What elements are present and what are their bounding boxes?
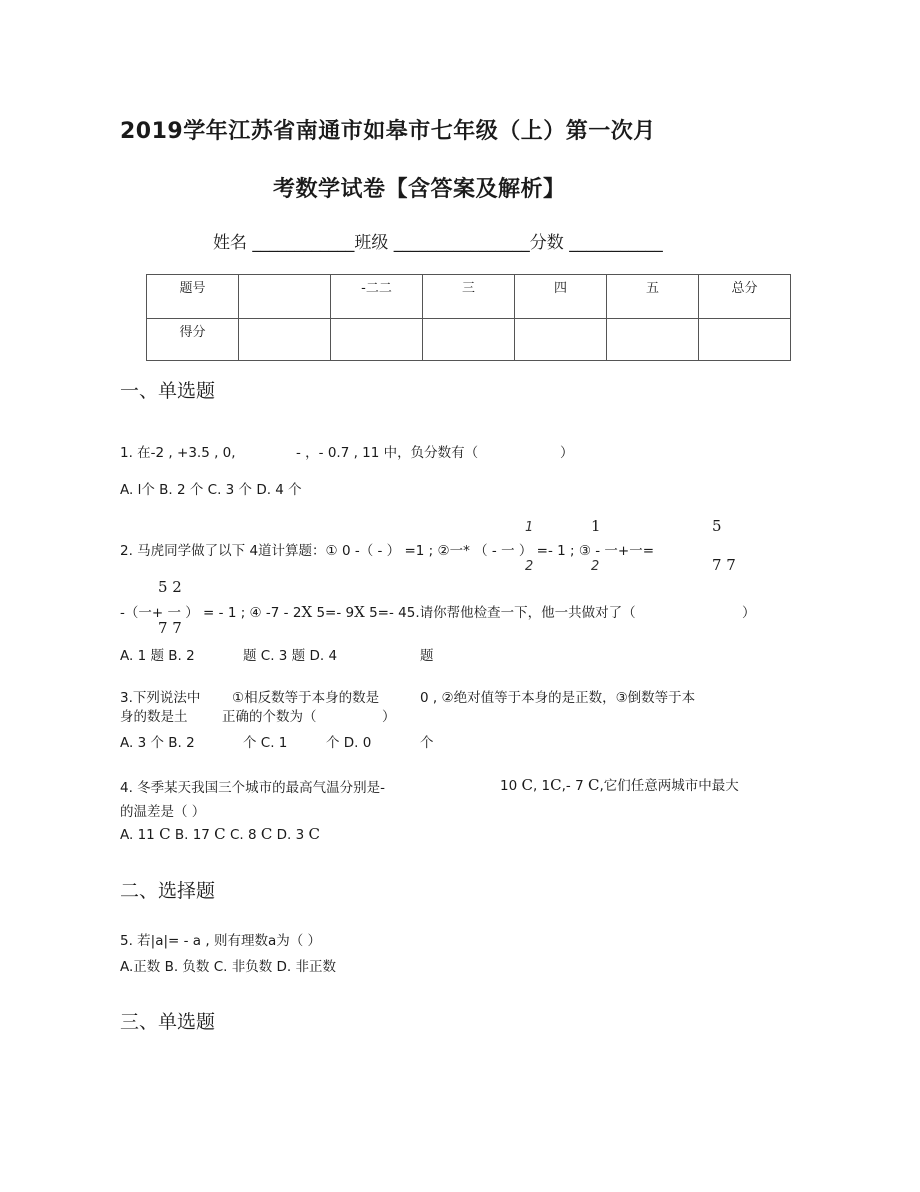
score-cell — [331, 319, 423, 361]
score-table — [146, 274, 791, 361]
q2-numerator-4: 5 2 — [158, 578, 182, 596]
score-cell: 总分 — [699, 275, 791, 319]
q2-times-1: X — [301, 603, 313, 621]
q2-options-b: 题 C. 3 题 D. 4 — [243, 648, 338, 664]
q2-text-close: ） — [742, 605, 756, 621]
q2-denominator-2: 2 — [591, 559, 600, 574]
q4-option-b-unit: C — [214, 825, 226, 843]
q4-celsius-3: C — [587, 776, 600, 794]
q2-text-line2 — [120, 601, 636, 621]
score-cell — [607, 319, 699, 361]
q2-text-line1: 2. 马虎同学做了以下 4道计算题：① 0 -（ - ） =1 ; ②一* （ - 一 ） =- 1 ; ③ - 一+一= — [120, 543, 655, 559]
q2-text-part4: 5=- 45.请你帮他检查一下，他一共做对了（ — [369, 605, 636, 621]
q4-line2: 的温差是（ ） — [120, 804, 206, 820]
q2-denominator-3: 7 7 — [712, 556, 736, 574]
q3-line2-c: ） — [382, 709, 396, 725]
q1-text-a: 1. 在-2 , +3.5 , 0, — [120, 445, 236, 461]
section-heading-3: 三、单选题 — [120, 1011, 216, 1033]
score-cell: -二二 — [331, 275, 423, 319]
q2-text-part2: -（一+ 一 ） = - 1 ; ④ -7 - 2 — [120, 605, 302, 621]
score-cell: 得分 — [147, 319, 239, 361]
student-info-line: 姓名 ____________班级 ________________分数 ___________ — [213, 233, 663, 253]
q4-line1-tail: ,它们任意两城市中最大 — [599, 778, 739, 794]
score-cell: 题号 — [147, 275, 239, 319]
score-cell — [239, 319, 331, 361]
q4-celsius-2: C — [550, 776, 562, 794]
doc-title-line1: 2019学年江苏省南通市如皋市七年级（上）第一次月 — [120, 119, 656, 144]
q2-times-2: X — [354, 603, 365, 621]
q4-options — [120, 825, 320, 843]
q5-options: A.正数 B. 负数 C. 非负数 D. 非正数 — [120, 959, 336, 975]
q4-option-d-unit: C — [308, 825, 320, 843]
q2-text-part3: 5=- 9 — [316, 605, 355, 621]
q3-options-d: 个 — [420, 735, 434, 751]
section-heading-2: 二、选择题 — [120, 880, 216, 902]
q2-denominator-1: 2 — [525, 559, 534, 574]
score-cell: 三 — [423, 275, 515, 319]
q4-option-a-unit: C — [159, 825, 171, 843]
q1-text-b: - ，- 0.7 , 11 中，负分数有（ — [296, 445, 479, 461]
doc-title-line2: 考数学试卷【含答案及解析】 — [273, 177, 566, 202]
score-cell: 四 — [515, 275, 607, 319]
score-table-header-row — [147, 275, 791, 319]
q2-options-a: A. 1 题 B. 2 — [120, 648, 195, 664]
section-heading-1: 一、单选题 — [120, 380, 216, 402]
score-cell — [699, 319, 791, 361]
q4-temp-1: 10 — [500, 778, 518, 794]
q4-line1-a: 4. 冬季某天我国三个城市的最高气温分别是- — [120, 780, 386, 796]
q4-option-b: B. 17 — [174, 827, 210, 843]
q4-option-d: D. 3 — [276, 827, 305, 843]
q2-numerator-2: 1 — [591, 517, 601, 535]
q2-denominator-4: 7 7 — [158, 619, 182, 637]
score-cell — [515, 319, 607, 361]
q3-line1-c: 0 , ②绝对值等于本身的是正数，③倒数等于本 — [420, 690, 696, 706]
q3-line1-a: 3.下列说法中 — [120, 690, 201, 706]
q4-celsius-1: C — [521, 776, 533, 794]
q4-temp-3: ,- 7 — [561, 778, 584, 794]
q4-line1-temps — [500, 774, 739, 794]
score-cell — [239, 275, 331, 319]
q3-options-b: 个 C. 1 — [243, 735, 288, 751]
score-cell: 五 — [607, 275, 699, 319]
q2-numerator-1: 1 — [525, 520, 534, 535]
q1-text-c: ） — [560, 445, 574, 461]
q4-option-c-unit: C — [260, 825, 273, 843]
q2-numerator-3: 5 — [712, 517, 722, 535]
q3-options-c: 个 D. 0 — [326, 735, 372, 751]
q3-line2-a: 身的数是土 — [120, 709, 188, 725]
q4-option-a: A. 11 — [120, 827, 155, 843]
score-cell — [423, 319, 515, 361]
score-table-score-row — [147, 319, 791, 361]
q4-option-c: C. 8 — [229, 827, 257, 843]
q3-line1-b: ①相反数等于本身的数是 — [232, 690, 380, 706]
q4-temp-2: , 1 — [532, 778, 551, 794]
q1-options: A. l个 B. 2 个 C. 3 个 D. 4 个 — [120, 482, 302, 498]
q3-options-a: A. 3 个 B. 2 — [120, 735, 195, 751]
q2-options-c: 题 — [420, 648, 434, 664]
q5-text: 5. 若|a|= - a , 则有理数a为（ ） — [120, 933, 322, 949]
q3-line2-b: 正确的个数为（ — [222, 709, 317, 725]
